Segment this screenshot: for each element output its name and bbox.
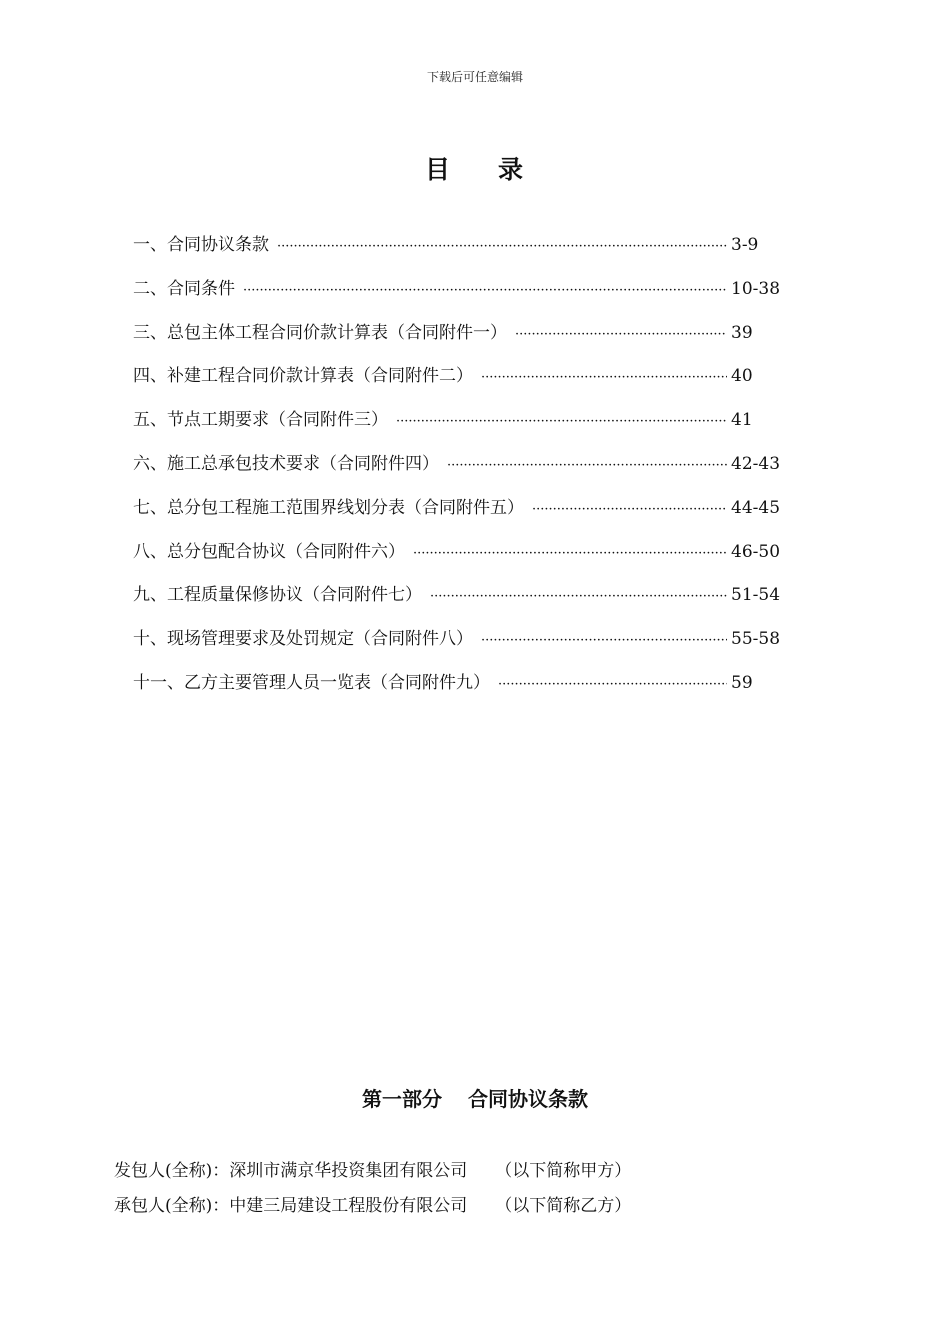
toc-item-label: 五、节点工期要求（合同附件三）: [133, 410, 388, 431]
party-a-abbr: （以下简称甲方）: [495, 1161, 632, 1181]
toc-item-page: 51-54: [731, 585, 781, 606]
party-b-name: 中建三局建设工程股份有限公司: [229, 1196, 468, 1216]
toc-item[interactable]: [133, 668, 781, 712]
toc-item-page: 46-50: [731, 541, 781, 562]
toc-item[interactable]: [133, 624, 781, 668]
toc-item[interactable]: [133, 405, 781, 449]
toc-item-page: 55-58: [731, 629, 781, 650]
toc-leader-dots: [413, 546, 727, 561]
toc-item-page: 44-45: [731, 497, 781, 518]
toc-leader-dots: [396, 414, 727, 429]
party-b-role: 承包人(全称)：: [114, 1196, 230, 1216]
toc-item[interactable]: [133, 274, 781, 318]
toc-item-label: 十、现场管理要求及处罚规定（合同附件八）: [133, 629, 473, 650]
toc-item[interactable]: [133, 449, 781, 493]
page-header-note: 下载后可任意编辑: [426, 70, 523, 84]
toc-leader-dots: [243, 283, 727, 298]
toc-title-left: 目: [424, 155, 452, 184]
toc-item-label: 七、总分包工程施工范围界线划分表（合同附件五）: [133, 497, 524, 518]
toc-item[interactable]: [133, 318, 781, 362]
table-of-contents: [133, 230, 781, 712]
party-b-abbr: （以下简称乙方）: [495, 1196, 632, 1216]
party-a-line: [114, 1156, 631, 1181]
toc-item[interactable]: [133, 493, 781, 537]
toc-item-page: 41: [731, 410, 753, 431]
toc-item-label: 九、工程质量保修协议（合同附件七）: [133, 585, 422, 606]
toc-leader-dots: [498, 677, 727, 692]
toc-item[interactable]: [133, 580, 781, 624]
toc-item-page: 3-9: [731, 235, 759, 255]
part-title-name: 合同协议条款: [468, 1087, 588, 1111]
part-title: [0, 1083, 950, 1112]
toc-item-page: 40: [731, 366, 753, 387]
toc-leader-dots: [430, 589, 727, 604]
party-b-line: [114, 1191, 631, 1216]
toc-leader-dots: [447, 458, 727, 473]
toc-leader-dots: [481, 370, 727, 385]
toc-item-label: 八、总分包配合协议（合同附件六）: [133, 541, 405, 562]
toc-item[interactable]: [133, 361, 781, 405]
toc-item-page: 42-43: [731, 453, 781, 474]
toc-item-label: 四、补建工程合同价款计算表（合同附件二）: [133, 366, 473, 387]
toc-item-label: 六、施工总承包技术要求（合同附件四）: [133, 453, 439, 474]
toc-leader-dots: [532, 502, 727, 517]
toc-item-label: 二、合同条件: [133, 278, 235, 299]
toc-item-page: 59: [731, 672, 753, 693]
toc-item-label: 三、总包主体工程合同价款计算表（合同附件一）: [133, 322, 507, 343]
toc-title: [0, 150, 950, 186]
part-title-number: 第一部分: [362, 1087, 442, 1111]
toc-leader-dots: [277, 239, 727, 254]
toc-leader-dots: [481, 633, 727, 648]
toc-item-label: 一、合同协议条款: [133, 235, 269, 255]
party-a-name: 深圳市满京华投资集团有限公司: [229, 1161, 468, 1181]
toc-item-page: 10-38: [731, 278, 781, 299]
party-a-role: 发包人(全称)：: [114, 1161, 230, 1181]
toc-item-label: 十一、乙方主要管理人员一览表（合同附件九）: [133, 672, 490, 693]
toc-item-page: 39: [731, 322, 753, 343]
toc-item[interactable]: [133, 230, 781, 274]
toc-item[interactable]: [133, 537, 781, 581]
toc-leader-dots: [515, 327, 727, 342]
toc-title-right: 录: [498, 155, 526, 184]
